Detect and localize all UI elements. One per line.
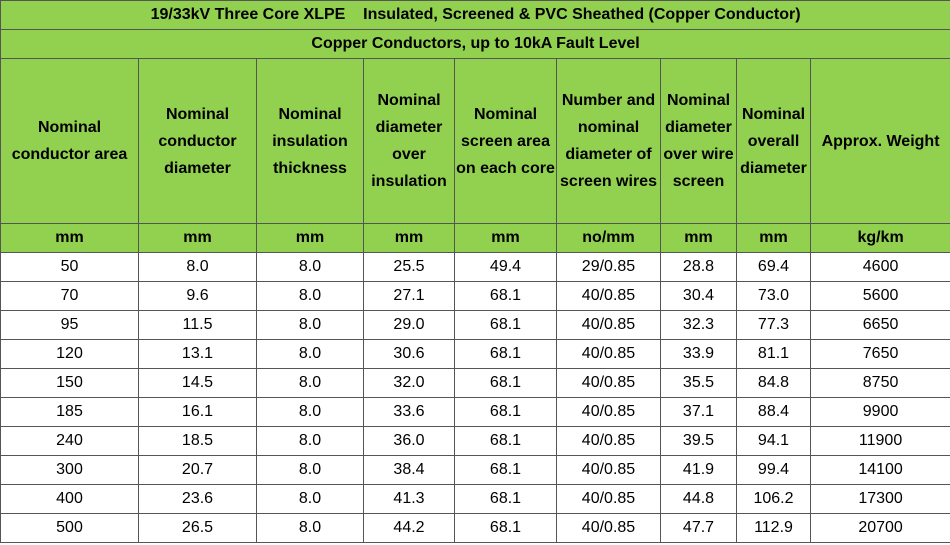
table-cell: 40/0.85 [557,282,661,311]
table-cell: 5600 [811,282,950,311]
table-cell: 94.1 [737,427,811,456]
table-cell: 32.3 [661,311,737,340]
table-cell: 70 [1,282,139,311]
unit-cell: mm [364,224,455,253]
table-cell: 8.0 [257,340,364,369]
table-cell: 68.1 [455,311,557,340]
column-header: Nominal conductor area [1,59,139,224]
table-row [1,456,950,485]
table-cell: 47.7 [661,514,737,543]
table-cell: 4600 [811,253,950,282]
table-cell: 29/0.85 [557,253,661,282]
column-header: Approx. Weight [811,59,950,224]
table-cell: 28.8 [661,253,737,282]
table-cell: 88.4 [737,398,811,427]
table-title: 19/33kV Three Core XLPE Insulated, Screened & PVC Sheathed (Copper Conductor) [1,1,950,30]
table-cell: 33.9 [661,340,737,369]
table-cell: 68.1 [455,340,557,369]
unit-cell: mm [1,224,139,253]
table-cell: 185 [1,398,139,427]
table-cell: 68.1 [455,485,557,514]
column-header: Nominal diameter over wire screen [661,59,737,224]
table-cell: 30.6 [364,340,455,369]
table-cell: 41.3 [364,485,455,514]
table-cell: 23.6 [139,485,257,514]
table-cell: 11.5 [139,311,257,340]
table-cell: 68.1 [455,456,557,485]
table-cell: 50 [1,253,139,282]
table-cell: 40/0.85 [557,311,661,340]
table-cell: 18.5 [139,427,257,456]
table-cell: 26.5 [139,514,257,543]
table-cell: 8.0 [257,514,364,543]
table-cell: 95 [1,311,139,340]
table-cell: 8.0 [257,485,364,514]
table-cell: 33.6 [364,398,455,427]
table-cell: 8.0 [257,369,364,398]
table-cell: 40/0.85 [557,340,661,369]
table-subtitle: Copper Conductors, up to 10kA Fault Level [1,30,950,59]
table-cell: 16.1 [139,398,257,427]
table-cell: 40/0.85 [557,514,661,543]
table-cell: 8.0 [257,311,364,340]
table-cell: 77.3 [737,311,811,340]
table-cell: 84.8 [737,369,811,398]
table-row [1,427,950,456]
table-cell: 40/0.85 [557,398,661,427]
table-cell: 68.1 [455,514,557,543]
table-cell: 30.4 [661,282,737,311]
unit-cell: mm [661,224,737,253]
table-cell: 20700 [811,514,950,543]
table-cell: 11900 [811,427,950,456]
table-cell: 9.6 [139,282,257,311]
table-row [1,398,950,427]
table-cell: 40/0.85 [557,369,661,398]
table-cell: 39.5 [661,427,737,456]
column-header: Number and nominal diameter of screen wires [557,59,661,224]
table-cell: 68.1 [455,427,557,456]
table-cell: 8.0 [257,398,364,427]
table-cell: 9900 [811,398,950,427]
table-cell: 14100 [811,456,950,485]
table-cell: 27.1 [364,282,455,311]
table-cell: 8.0 [139,253,257,282]
table-cell: 37.1 [661,398,737,427]
table-cell: 17300 [811,485,950,514]
table-cell: 112.9 [737,514,811,543]
table-row [1,340,950,369]
table-row [1,514,950,543]
table-cell: 120 [1,340,139,369]
table-cell: 41.9 [661,456,737,485]
unit-cell: mm [455,224,557,253]
table-cell: 8.0 [257,456,364,485]
table-cell: 25.5 [364,253,455,282]
table-cell: 106.2 [737,485,811,514]
unit-cell: mm [257,224,364,253]
unit-cell: mm [737,224,811,253]
table-cell: 68.1 [455,369,557,398]
table-cell: 8.0 [257,282,364,311]
table-row [1,282,950,311]
table-cell: 38.4 [364,456,455,485]
unit-cell: mm [139,224,257,253]
table-cell: 14.5 [139,369,257,398]
table-cell: 44.2 [364,514,455,543]
table-cell: 6650 [811,311,950,340]
table-row [1,253,950,282]
table-cell: 40/0.85 [557,456,661,485]
table-row [1,369,950,398]
table-cell: 7650 [811,340,950,369]
column-header: Nominal insulation thickness [257,59,364,224]
table-cell: 68.1 [455,282,557,311]
table-cell: 40/0.85 [557,485,661,514]
table-cell: 73.0 [737,282,811,311]
table-cell: 99.4 [737,456,811,485]
table-cell: 44.8 [661,485,737,514]
table-cell: 40/0.85 [557,427,661,456]
table-cell: 8750 [811,369,950,398]
table-cell: 20.7 [139,456,257,485]
table-cell: 300 [1,456,139,485]
table-cell: 500 [1,514,139,543]
table-row [1,311,950,340]
unit-cell: no/mm [557,224,661,253]
table-cell: 32.0 [364,369,455,398]
table-cell: 29.0 [364,311,455,340]
table-cell: 8.0 [257,253,364,282]
table-cell: 36.0 [364,427,455,456]
column-header-row [1,59,950,224]
unit-cell: kg/km [811,224,950,253]
column-header: Nominal conductor diameter [139,59,257,224]
table-cell: 81.1 [737,340,811,369]
table-row [1,485,950,514]
table-cell: 69.4 [737,253,811,282]
unit-row [1,224,950,253]
column-header: Nominal overall diameter [737,59,811,224]
column-header: Nominal diameter over insulation [364,59,455,224]
table-cell: 150 [1,369,139,398]
table-cell: 240 [1,427,139,456]
table-cell: 49.4 [455,253,557,282]
column-header: Nominal screen area on each core [455,59,557,224]
table-body [1,253,950,543]
table-cell: 35.5 [661,369,737,398]
table-cell: 13.1 [139,340,257,369]
table-cell: 400 [1,485,139,514]
table-cell: 8.0 [257,427,364,456]
table-cell: 68.1 [455,398,557,427]
